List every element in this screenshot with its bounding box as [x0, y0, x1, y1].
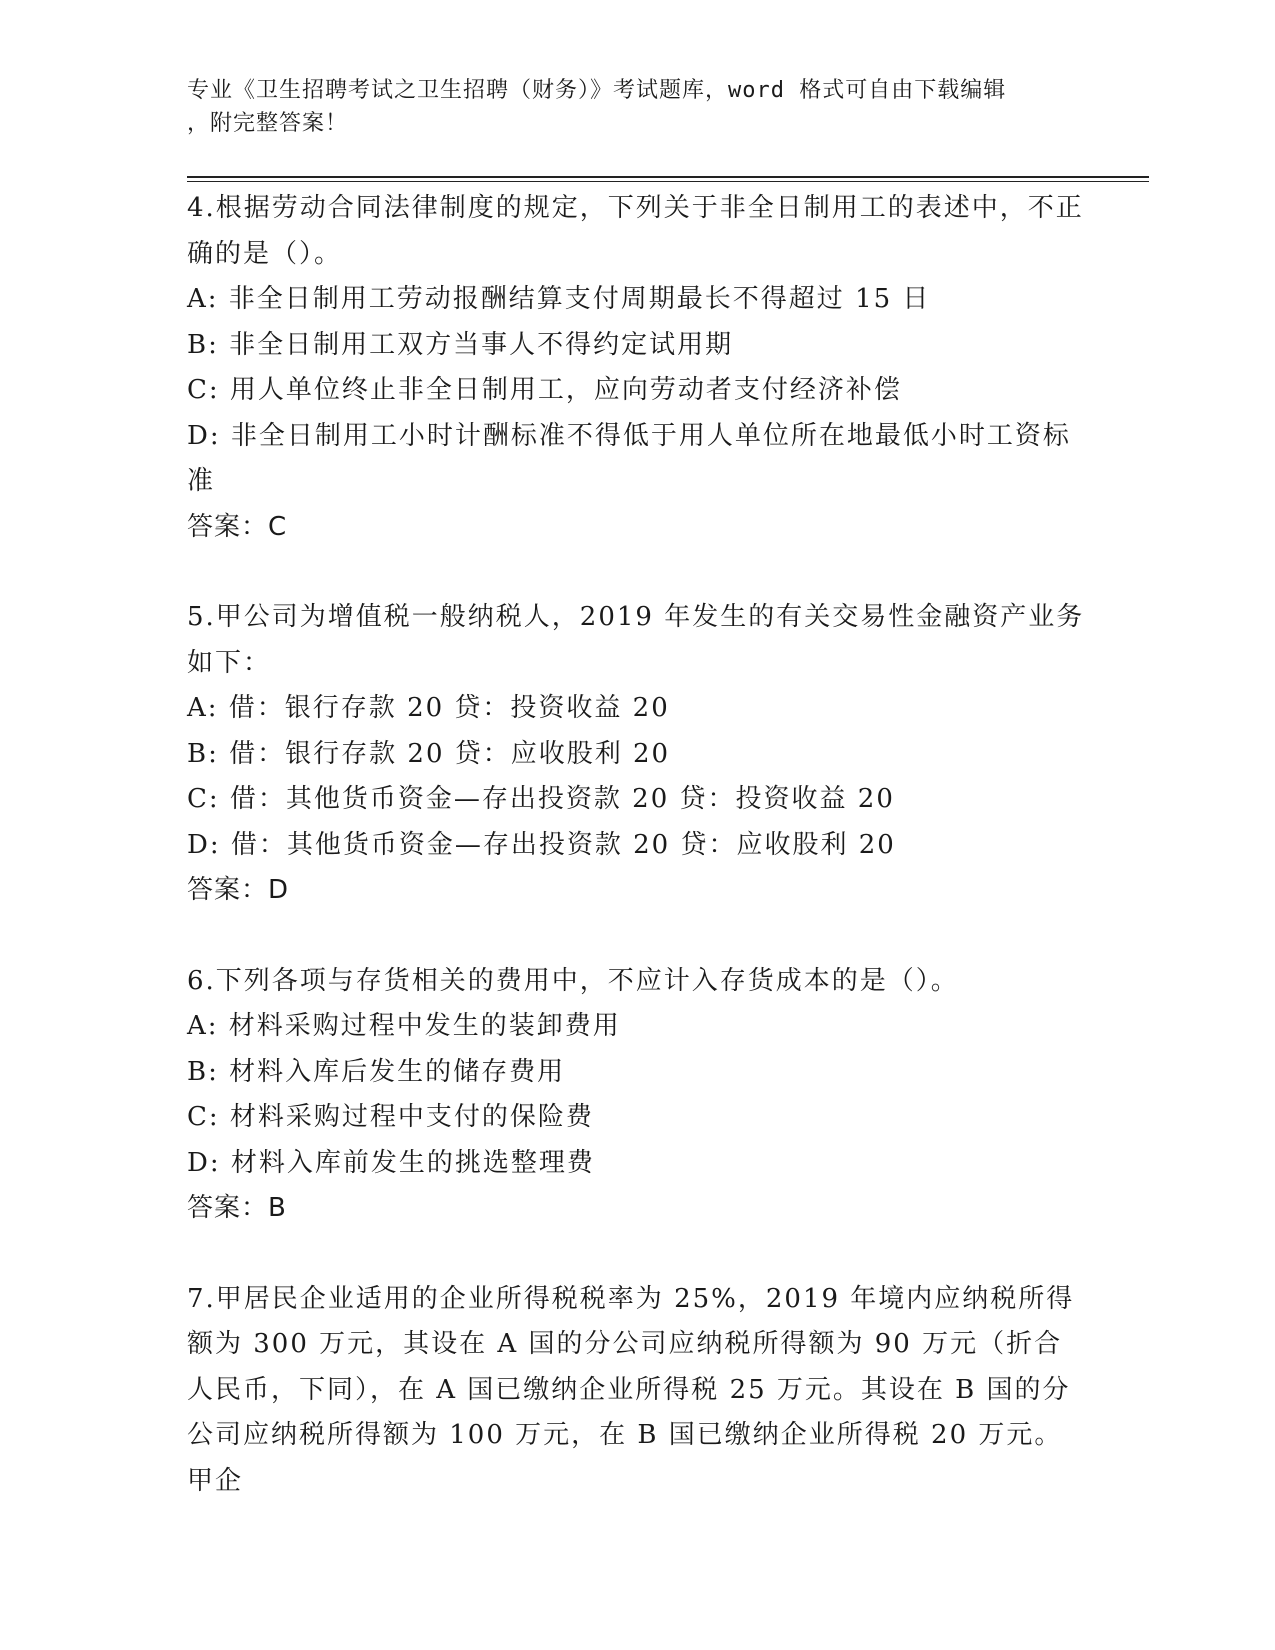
document-header: [187, 74, 1067, 140]
question-text: 4.根据劳动合同法律制度的规定，下列关于非全日制用工的表述中，不正确的是（）。: [187, 193, 1084, 269]
question-list: [187, 186, 1087, 1504]
option-d: D: 非全日制用工小时计酬标准不得低于用人单位所在地最低小时工资标准: [187, 420, 1071, 496]
option-b: B: 借：银行存款 20 贷：应收股利 20: [187, 738, 671, 769]
question-item: [187, 186, 1087, 550]
header-divider-thin: [187, 181, 1149, 182]
header-divider-thick: [187, 176, 1149, 178]
answer-label: 答案：D: [187, 875, 290, 905]
question-item: [187, 959, 1087, 1232]
option-a: A: 非全日制用工劳动报酬结算支付周期最长不得超过 15 日: [187, 284, 931, 314]
option-c: C: 用人单位终止非全日制用工，应向劳动者支付经济补偿: [187, 375, 902, 405]
option-c: C: 借：其他货币资金—存出投资款 20 贷：投资收益 20: [187, 784, 895, 814]
option-c: C: 材料采购过程中支付的保险费: [187, 1102, 594, 1132]
option-d: D: 材料入库前发生的挑选整理费: [187, 1147, 595, 1178]
question-text: 7.甲居民企业适用的企业所得税税率为 25%，2019 年境内应纳税所得额为 300 万元，其设在 A 国的分公司应纳税所得额为 90 万元（折合人民币，下同），在 A 国已缴纳企业所得税 25 万元。其设在 B 国的分公司应纳税所得额为 100 万元，在 B 国已缴纳企业所得税 20 万元。甲企: [187, 1283, 1075, 1496]
question-text: 5.甲公司为增值税一般纳税人，2019 年发生的有关交易性金融资产业务如下：: [187, 602, 1085, 678]
question-item: [187, 595, 1087, 914]
option-b: B: 材料入库后发生的储存费用: [187, 1056, 566, 1087]
option-b: B: 非全日制用工双方当事人不得约定试用期: [187, 329, 734, 360]
answer-label: 答案：B: [187, 1193, 287, 1223]
question-text: 6.下列各项与存货相关的费用中，不应计入存货成本的是（）。: [187, 965, 959, 996]
option-a: A: 借：银行存款 20 贷：投资收益 20: [187, 693, 670, 723]
header-line-2: ，附完整答案！: [187, 111, 349, 136]
answer-label: 答案：C: [187, 511, 288, 542]
option-a: A: 材料采购过程中发生的装卸费用: [187, 1011, 621, 1041]
option-d: D: 借：其他货币资金—存出投资款 20 贷：应收股利 20: [187, 829, 896, 860]
question-item: [187, 1277, 1087, 1505]
header-line-1: 专业《卫生招聘考试之卫生招聘（财务）》考试题库，word 格式可自由下载编辑: [187, 78, 1007, 103]
